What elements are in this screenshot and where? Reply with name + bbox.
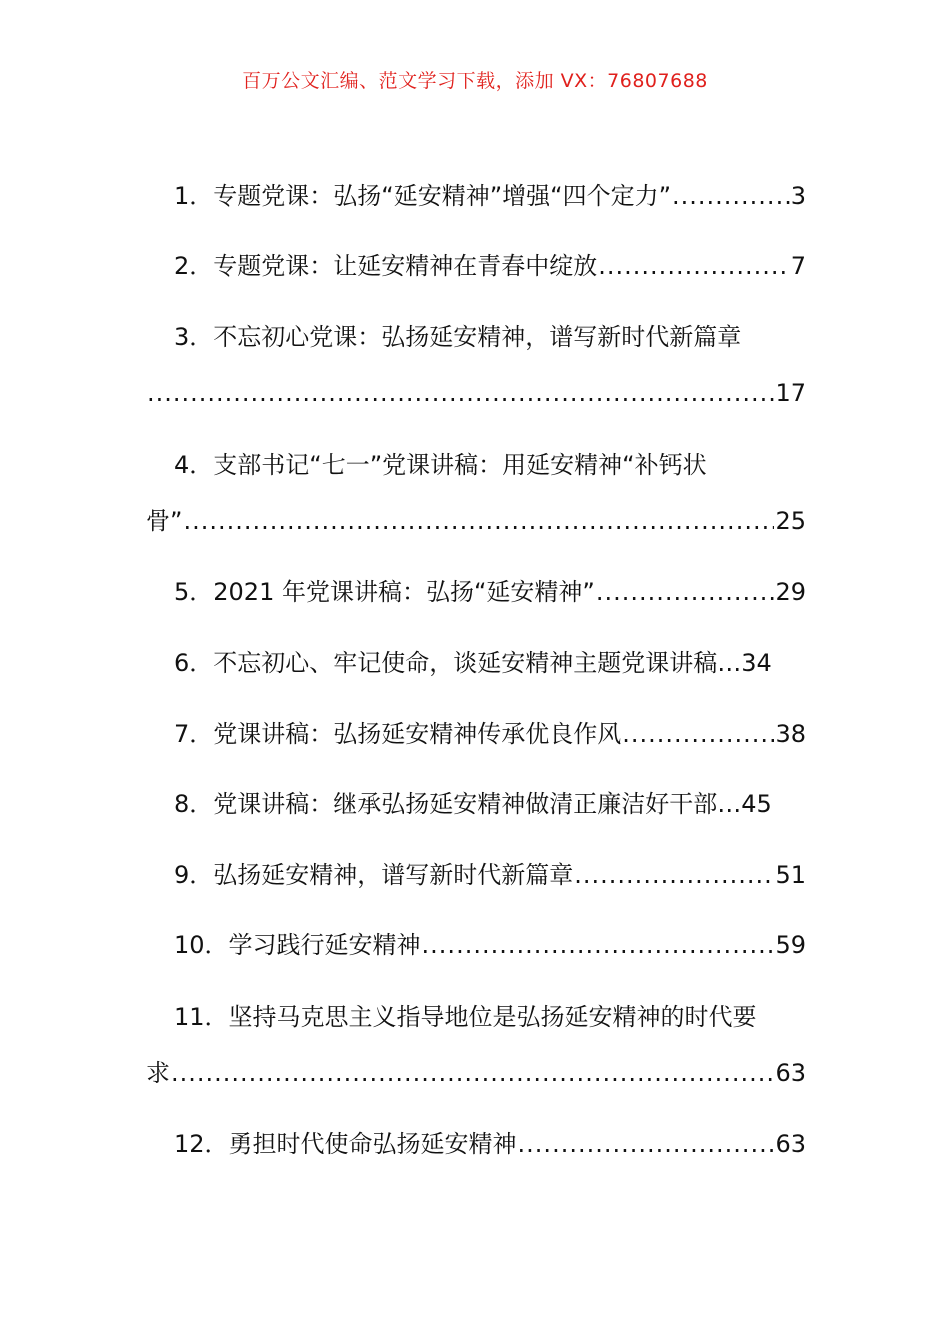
toc-entry-12[interactable] <box>146 1124 806 1164</box>
toc-entry-7[interactable] <box>146 714 806 754</box>
toc-entry-title-continued: 骨” <box>146 507 183 535</box>
dot-leader <box>171 1053 774 1093</box>
toc-entry-title: 5．2021 年党课讲稿：弘扬“延安精神” <box>174 578 595 606</box>
toc-entry-3-line2[interactable] <box>146 373 806 413</box>
dot-leader <box>574 855 774 895</box>
toc-entry-title: 6．不忘初心、牢记使命，谈延安精神主题党课讲稿… <box>174 649 742 677</box>
toc-entry-1[interactable] <box>146 176 806 216</box>
toc-entry-11-line1[interactable] <box>146 997 806 1037</box>
toc-entry-page: 25 <box>775 507 806 535</box>
toc-entry-10[interactable] <box>146 925 806 965</box>
toc-entry-page: 63 <box>775 1130 806 1158</box>
toc-entry-title-continued: 求 <box>146 1059 170 1087</box>
toc-entry-title: 9．弘扬延安精神，谱写新时代新篇章 <box>174 861 574 889</box>
dot-leader <box>622 714 774 754</box>
toc-entry-page: 17 <box>775 379 806 407</box>
toc-entry-title: 7．党课讲稿：弘扬延安精神传承优良作风 <box>174 720 622 748</box>
toc-entry-9[interactable] <box>146 855 806 895</box>
toc-entry-11-line2[interactable] <box>146 1053 806 1093</box>
dot-leader <box>147 373 774 413</box>
toc-entry-title: 10．学习践行延安精神 <box>174 931 421 959</box>
dot-leader <box>598 246 789 286</box>
toc-entry-8[interactable] <box>146 784 806 824</box>
toc-entry-title: 4．支部书记“七一”党课讲稿：用延安精神“补钙状 <box>174 451 707 479</box>
dot-leader <box>596 572 775 612</box>
toc-entry-title: 3．不忘初心党课：弘扬延安精神，谱写新时代新篇章 <box>174 323 742 351</box>
toc-entry-4-line2[interactable] <box>146 501 806 541</box>
toc-entry-page: 34 <box>741 649 772 677</box>
toc-entry-page: 59 <box>775 931 806 959</box>
toc-entry-2[interactable] <box>146 246 806 286</box>
toc-entry-3-line1[interactable] <box>146 317 806 357</box>
toc-entry-6[interactable] <box>146 643 806 683</box>
toc-entry-5[interactable] <box>146 572 806 612</box>
toc-entry-page: 51 <box>775 861 806 889</box>
toc-entry-page: 7 <box>790 252 806 280</box>
toc-entry-title: 8．党课讲稿：继承弘扬延安精神做清正廉洁好干部… <box>174 790 742 818</box>
toc-entry-page: 63 <box>775 1059 806 1087</box>
dot-leader <box>422 925 775 965</box>
dot-leader <box>183 501 774 541</box>
toc-entry-page: 38 <box>775 720 806 748</box>
toc-entry-title: 12．勇担时代使命弘扬延安精神 <box>174 1130 517 1158</box>
toc-entry-title: 1．专题党课：弘扬“延安精神”增强“四个定力” <box>174 182 672 210</box>
dot-leader <box>518 1124 775 1164</box>
dot-leader <box>672 176 790 216</box>
toc-entry-title: 11．坚持马克思主义指导地位是弘扬延安精神的时代要 <box>174 1003 757 1031</box>
watermark-header: 百万公文汇编、范文学习下载，添加 VX：76807688 <box>242 70 708 92</box>
toc-entry-title: 2．专题党课：让延安精神在青春中绽放 <box>174 252 598 280</box>
toc-entry-4-line1[interactable] <box>146 445 806 485</box>
toc-entry-page: 3 <box>790 182 806 210</box>
toc-entry-page: 29 <box>775 578 806 606</box>
toc-entry-page: 45 <box>741 790 772 818</box>
